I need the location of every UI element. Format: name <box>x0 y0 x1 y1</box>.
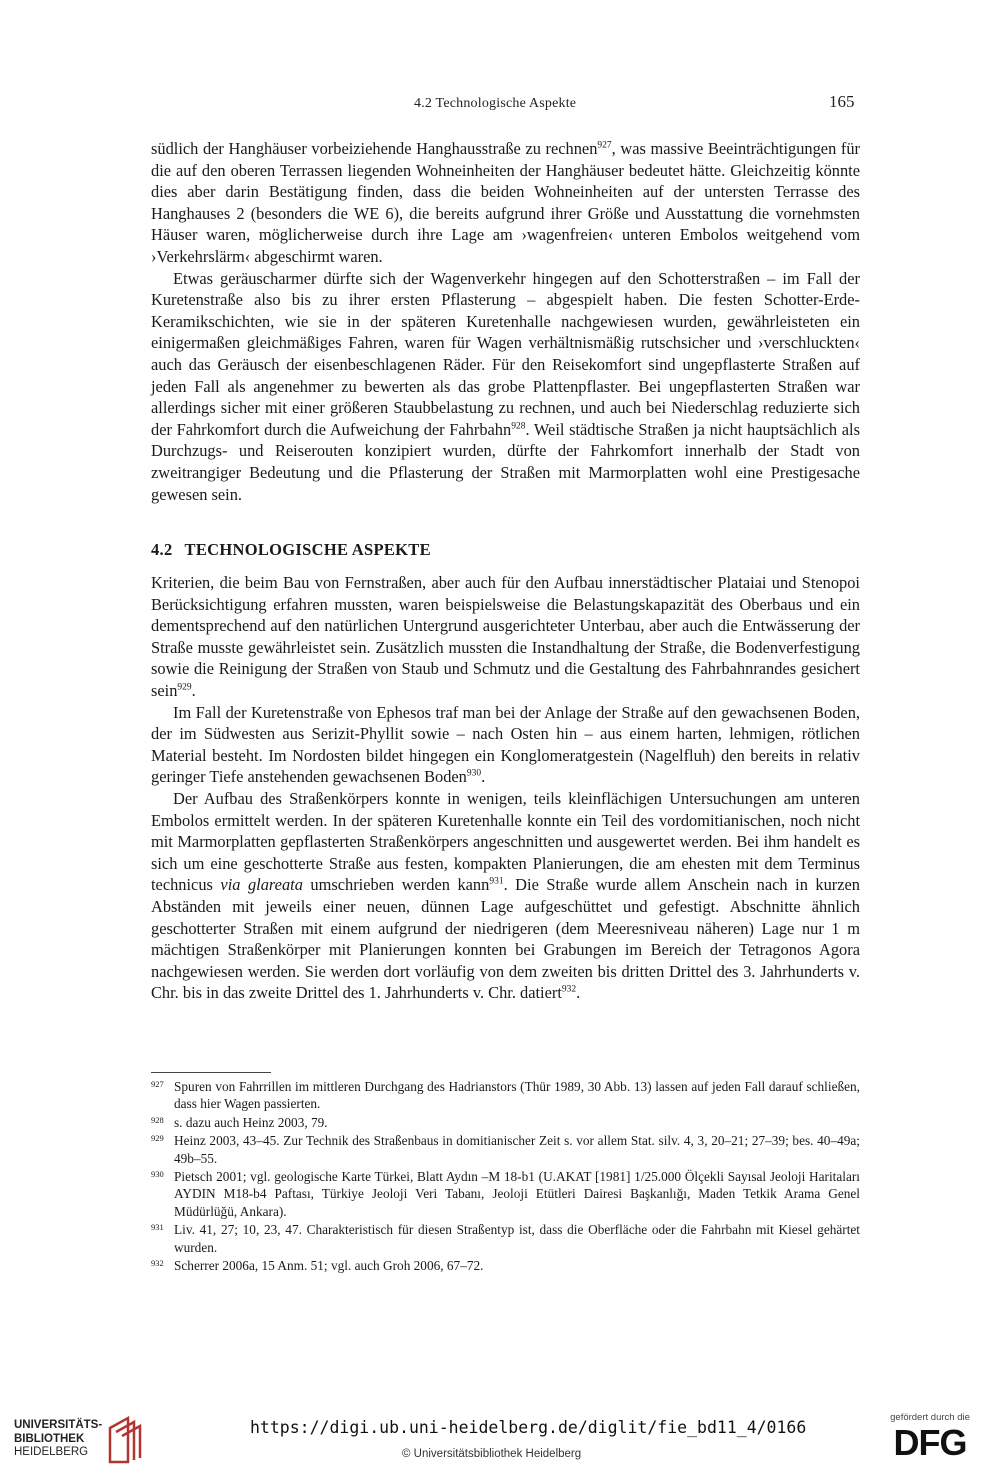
section-number: 4.2 <box>151 540 173 559</box>
section-title: TECHNOLOGISCHE ASPEKTE <box>184 540 431 559</box>
footnote <box>151 1221 860 1256</box>
copyright-notice: © Universitätsbibliothek Heidelberg <box>402 1448 582 1460</box>
italic-term: via glareata <box>220 875 303 895</box>
funding-caption: gefördert durch die <box>890 1412 970 1423</box>
footnote-ref[interactable]: 928 <box>511 421 526 432</box>
footnote <box>151 1168 860 1220</box>
library-logo[interactable] <box>14 1414 144 1470</box>
footer-bar <box>0 1406 992 1474</box>
footnote-number: 932 <box>151 1258 164 1269</box>
running-head: 4.2 Technologische Aspekte <box>414 96 577 111</box>
footnote-text: Pietsch 2001; vgl. geologische Karte Türkei, Blatt Aydın –M 18-b1 (U.AKAT [1981] 1/25.000 Ölçekli Sayısal Jeoloji Haritaları AYDIN M18-b4 Paftası, Türkiye Jeoloji Veri Tabanı, Jeoloji Etütleri Dairesi Başkanlığı, Maden Tetkik Arama Genel Müdürlüğü, Ankara). <box>174 1169 860 1219</box>
footnote-ref[interactable]: 927 <box>597 140 612 151</box>
footnote-ref[interactable]: 930 <box>466 768 482 779</box>
footnote-divider <box>151 1072 271 1073</box>
paragraph: Etwas geräuscharmer dürfte sich der Wagenverkehr hingegen auf den Schotterstraßen – im Fall der Kuretenstraße also bis zu ihrer ersten Pflasterung – abgespielt haben. Die festen Schotter-Erde-Keramikschichten, wie sie in der späteren Kuretenhalle nachgewiesen wurden, gewährleisteten ein einigermaßen gleichmäßiges Fahren, waren für Wagen verhältnismäßig rutschsicher und ›verschluckten‹ auch das Geräusch der eisenbeschlagenen Räder. Für den Reisekomfort sind ungepflasterte Straßen auf jeden Fall als angenehmer zu bewerten als das grobe Plattenpflaster. Bei ungepflasterten Straßen war allerdings sicher mit einer größeren Staubbelastung zu rechnen, und auch bei Niederschlag reduzierte sich der Fahrkomfort durch die Aufweichung der Fahrbahn$^{928}$. Weil städtische Straßen ja nicht hauptsächlich als Durchzugs- und Reiserouten konzipiert wurden, dürfte der Fahrkomfort innerhalb der Stadt von zweitrangiger Bedeutung und die Pflasterung der Straßen mit Marmorplatten wohl eine Prestigesache gewesen sein. <box>151 268 860 504</box>
paragraph: Der Aufbau des Straßenkörpers konnte in wenigen, teils kleinflächigen Untersuchungen am unteren Embolos ermittelt werden. In der späteren Kuretenhalle konnte ein Teil des vordomitianischen, noch nicht mit Marmorplatten gepflasterten Straßenkörpers angeschnitten und ausgewertet werden. Bei ihm handelt es sich um eine geschotterte Straße aus festen, kompakten Planierungen, die am ehesten mit dem Terminus technicus via glareata umschrieben werden kann$^{931}$. Die Straße wurde allem Anschein nach in kurzen Abständen mit jeweils einer neuen, dünnen Lage aufgeschüttet und gefestigt. Abschnitte ähnlich geschotterter Straßen mit einem aufgrund der niedrigeren (dem Meeresniveau näheren) Lage nur 1 m mächtigen Straßenkörper mit Planierungen konnten bei Grabungen im Bereich der Tetragonos Agora nachgewiesen werden. Sie werden dort vorläufig von dem zweiten bis dritten Drittel des 3. Jahrhunderts v. Chr. bis in das zweite Drittel des 1. Jahrhunderts v. Chr. datiert$^{932}$. <box>151 788 860 1003</box>
footnote-ref[interactable]: 931 <box>489 876 504 887</box>
footnote-number: 927 <box>151 1079 164 1089</box>
body-text-continued <box>151 138 860 505</box>
dfg-logo: DFG <box>893 1422 967 1463</box>
paragraph: Im Fall der Kuretenstraße von Ephesos traf man bei der Anlage der Straße auf den gewachsenen Boden, der im Südwesten aus Serizit-Phyllit sowie – nach Osten hin – aus einem harten, lehmigen, rötlichen Material besteht. Im Nordosten bildet hingegen ein Konglomeratgestein (Nagelfluh) den bereits in relativ geringer Tiefe anstehenden gewachsenen Boden$^{930}$. <box>151 702 860 787</box>
footnote-ref[interactable]: 932 <box>561 984 577 995</box>
footnote-number: 929 <box>151 1133 164 1144</box>
footnote <box>151 1114 860 1131</box>
footnote-number: 931 <box>151 1222 164 1233</box>
paragraph: südlich der Hanghäuser vorbeiziehende Hanghausstraße zu rechnen$^{927}$, was massive Beeinträchtigungen für die auf den oberen Terrassen liegenden Wohneinheiten der Hanghäuser bedeutet hätte. Gleichzeitig könnte dies aber darin Bestätigung finden, dass die beiden Wohneinheiten auf der untersten Terrasse des Hanghauses 2 (besonders die WE 6), die bereits aufgrund ihrer Größe und Ausstattung die vornehmsten Häuser waren, möglicherweise durch ihre Lage am ›wagenfreien‹ unteren Embolos weitgehend vom ›Verkehrslärm‹ abgeschirmt waren. <box>151 139 861 266</box>
permalink-url[interactable]: https://digi.ub.uni-heidelberg.de/diglit/fie_bd11_4/0166 <box>250 1418 807 1437</box>
logo-line: HEIDELBERG <box>14 1446 89 1458</box>
footnote <box>151 1132 860 1167</box>
footnote-number: 930 <box>151 1169 164 1180</box>
footnote <box>151 1257 860 1274</box>
footnote-text: Heinz 2003, 43–45. Zur Technik des Straßenbaus in domitianischer Zeit s. vor allem Stat. silv. 4, 3, 20–21; 27–39; bes. 40–49a; 49b–55. <box>174 1133 860 1166</box>
footnote-text: Scherrer 2006a, 15 Anm. 51; vgl. auch Groh 2006, 67–72. <box>174 1258 484 1274</box>
section-heading <box>151 540 431 560</box>
footnote-text: s. dazu auch Heinz 2003, 79. <box>174 1114 328 1130</box>
footnote-ref[interactable]: 929 <box>177 682 192 693</box>
logo-line: BIBLIOTHEK <box>14 1432 85 1445</box>
page-number: 165 <box>829 92 855 111</box>
library-emblem-icon <box>106 1414 142 1464</box>
footnote-text: Spuren von Fahrrillen im mittleren Durchgang des Hadrianstors (Thür 1989, 30 Abb. 13) lassen auf jeden Fall darauf schließen, dass hier Wagen passierten. <box>174 1079 860 1112</box>
footnote-text: Liv. 41, 27; 10, 23, 47. Charakteristisch für diesen Straßentyp ist, dass die Oberfläche oder die Fahrbahn mit Kiesel gehärtet wurden. <box>174 1222 860 1255</box>
dfg-funding[interactable] <box>880 1412 980 1461</box>
body-text-section <box>151 572 860 1004</box>
footnote-number: 928 <box>151 1114 164 1125</box>
logo-line: UNIVERSITÄTS- <box>14 1419 103 1431</box>
footnote <box>151 1078 860 1113</box>
paragraph: Kriterien, die beim Bau von Fernstraßen, aber auch für den Aufbau innerstädtischer Plataiai und Stenopoi Berücksichtigung erfahren mussten, waren beispielsweise die Belastungskapazität des Oberbaus und ein dementsprechend auf den natürlichen Untergrund ausgerichteter Unterbau, aber auch die Entwässerung der Straße musste gewährleistet sein. Zusätzlich mussten die Instandhaltung der Straße, die Bodenverfestigung sowie die Reinigung der Straßen von Staub und Schmutz und die Gestaltung des Fahrbahnrandes gesichert sein$^{929}$. <box>151 573 860 700</box>
footnotes <box>151 1078 860 1275</box>
